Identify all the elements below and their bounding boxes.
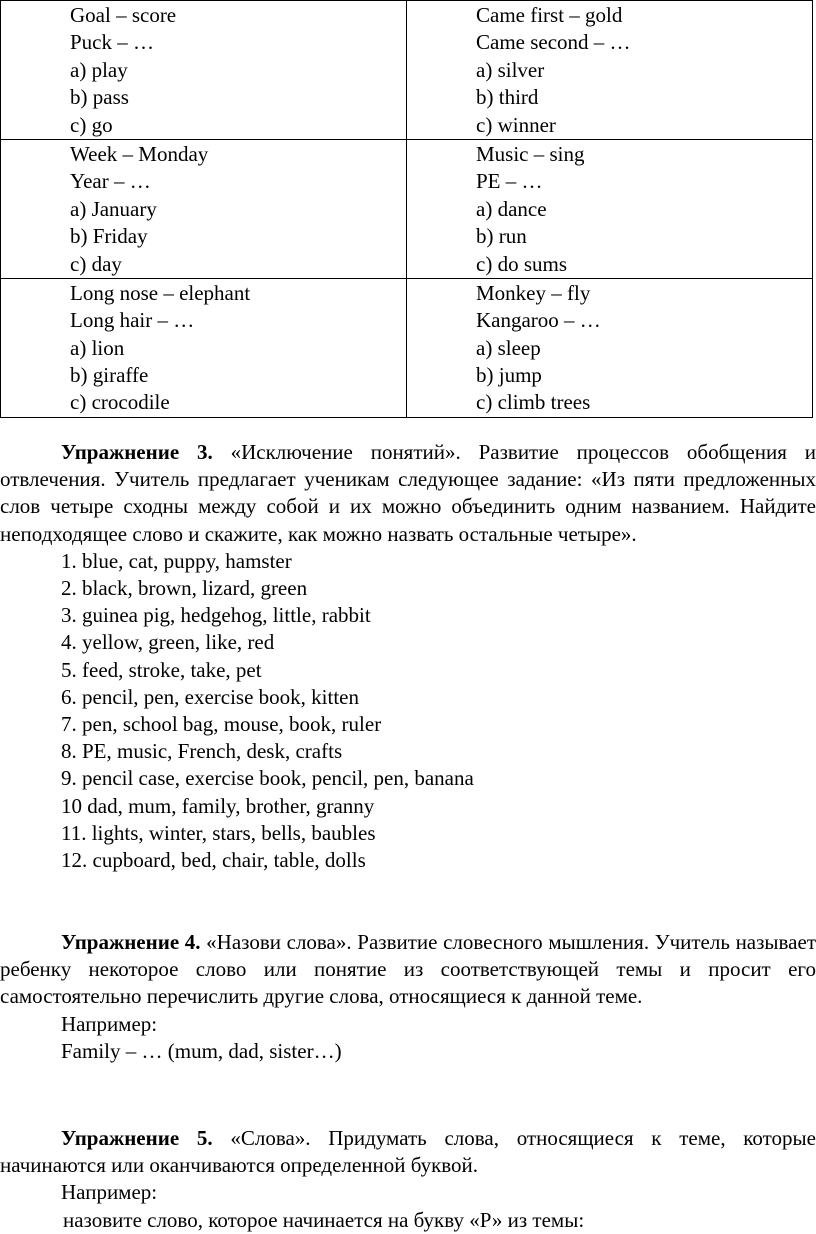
list-item: 9. pencil case, exercise book, pencil, pen, banana: [61, 766, 474, 791]
list-item: 7. pen, school bag, mouse, book, ruler: [61, 711, 382, 736]
table-cell-line: c) do sums: [476, 251, 567, 276]
table-cell-line: Puck – …: [70, 30, 154, 55]
table-cell-right: [407, 139, 813, 278]
exercise-4-title: Упражнение 4.: [61, 930, 201, 954]
exercise-5: [0, 1125, 816, 1234]
table-cell-line: a) play: [70, 57, 128, 82]
table-cell-line: Music – sing: [476, 141, 585, 166]
table-cell-line: b) run: [476, 224, 527, 249]
table-cell-line: b) pass: [70, 85, 129, 110]
table-cell-line: a) sleep: [476, 335, 541, 360]
exercise-3-description: [0, 439, 816, 548]
table-cell-line: Came first – gold: [476, 3, 623, 27]
table-cell-line: a) dance: [476, 196, 547, 221]
table-cell-line: c) climb trees: [476, 390, 591, 415]
table-cell-line: b) giraffe: [70, 363, 149, 388]
table-cell-line: b) jump: [476, 363, 542, 388]
exercise-5-text: «Слова». Придумать слова, относящиеся к теме, которые начинаются или оканчиваются определенной буквой.: [0, 1126, 816, 1178]
exercise-5-description: [0, 1125, 816, 1179]
table-cell-line: c) winner: [476, 112, 556, 137]
table-cell-line: Monkey – fly: [476, 280, 591, 305]
table-row: [1, 139, 813, 278]
table-cell-line: b) third: [476, 85, 539, 110]
table-cell-line: a) January: [70, 196, 157, 221]
list-item: 4. yellow, green, like, red: [61, 630, 275, 655]
table-cell-line: Long hair – …: [70, 308, 195, 333]
table-cell-line: Came second – …: [476, 30, 631, 55]
list-item: 11. lights, winter, stars, bells, baubles: [61, 820, 376, 845]
table-cell-left: [1, 139, 407, 278]
table-cell-left: [1, 278, 407, 417]
table-cell-line: Week – Monday: [70, 141, 209, 166]
exercise-3: [0, 439, 816, 874]
table-cell-line: Year – …: [70, 169, 151, 194]
table-cell-line: c) day: [70, 251, 122, 276]
table-cell-left: [1, 1, 407, 140]
table-row: [1, 1, 813, 140]
exercise-4-example-label: Например:: [61, 1011, 158, 1036]
table-cell-line: PE – …: [476, 169, 543, 194]
exercise-5-prompt: назовите слово, которое начинается на букву «Р» из темы:: [63, 1207, 585, 1232]
list-item: 1. blue, cat, puppy, hamster: [61, 548, 292, 573]
list-item: 2. black, brown, lizard, green: [61, 576, 308, 600]
table-cell-line: b) Friday: [70, 224, 148, 249]
exercise-4-example: Family – … (mum, dad, sister…): [61, 1038, 342, 1063]
list-item: 6. pencil, pen, exercise book, kitten: [61, 684, 359, 709]
exercise-3-text: «Исключение понятий». Развитие процессов обобщения и отвлечения. Учитель предлагает ученикам следующее задание: «Из пяти предложенных слов четыре сходны между собой и их можно объединить одним названием. Найдите неподходящее слово и скажите, как можно назвать остальные четыре».: [0, 440, 816, 546]
table-cell-line: a) lion: [70, 335, 125, 360]
word-pairs-table: [0, 0, 813, 418]
table-cell-line: a) silver: [476, 57, 545, 82]
list-item: 8. PE, music, French, desk, crafts: [61, 739, 343, 764]
table-cell-right: [407, 1, 813, 140]
exercise-4-text: «Назови слова». Развитие словесного мышления. Учитель называет ребенку некоторое слово или понятие из соответствующей темы и просит его самостоятельно перечислить другие слова, относящиеся к данной теме.: [0, 930, 816, 1009]
table-row: [1, 278, 813, 417]
table-cell-line: c) go: [70, 112, 113, 137]
exercise-4: [0, 929, 816, 1065]
list-item: 12. cupboard, bed, chair, table, dolls: [61, 847, 366, 872]
list-item: 5. feed, stroke, take, pet: [61, 657, 262, 682]
exercise-3-list: [0, 548, 816, 874]
list-item: 3. guinea pig, hedgehog, little, rabbit: [61, 603, 371, 628]
exercise-3-title: Упражнение 3.: [61, 440, 213, 464]
table-cell-line: Long nose – elephant: [70, 280, 251, 305]
table-cell-line: Kangaroo – …: [476, 308, 601, 333]
table-cell-right: [407, 278, 813, 417]
exercise-5-example-label: Например:: [61, 1180, 158, 1205]
list-item: 10 dad, mum, family, brother, granny: [61, 793, 375, 818]
table-cell-line: c) crocodile: [70, 390, 170, 415]
exercise-5-title: Упражнение 5.: [61, 1126, 213, 1150]
table-cell-line: Goal – score: [70, 3, 177, 27]
exercise-4-description: [0, 929, 816, 1011]
